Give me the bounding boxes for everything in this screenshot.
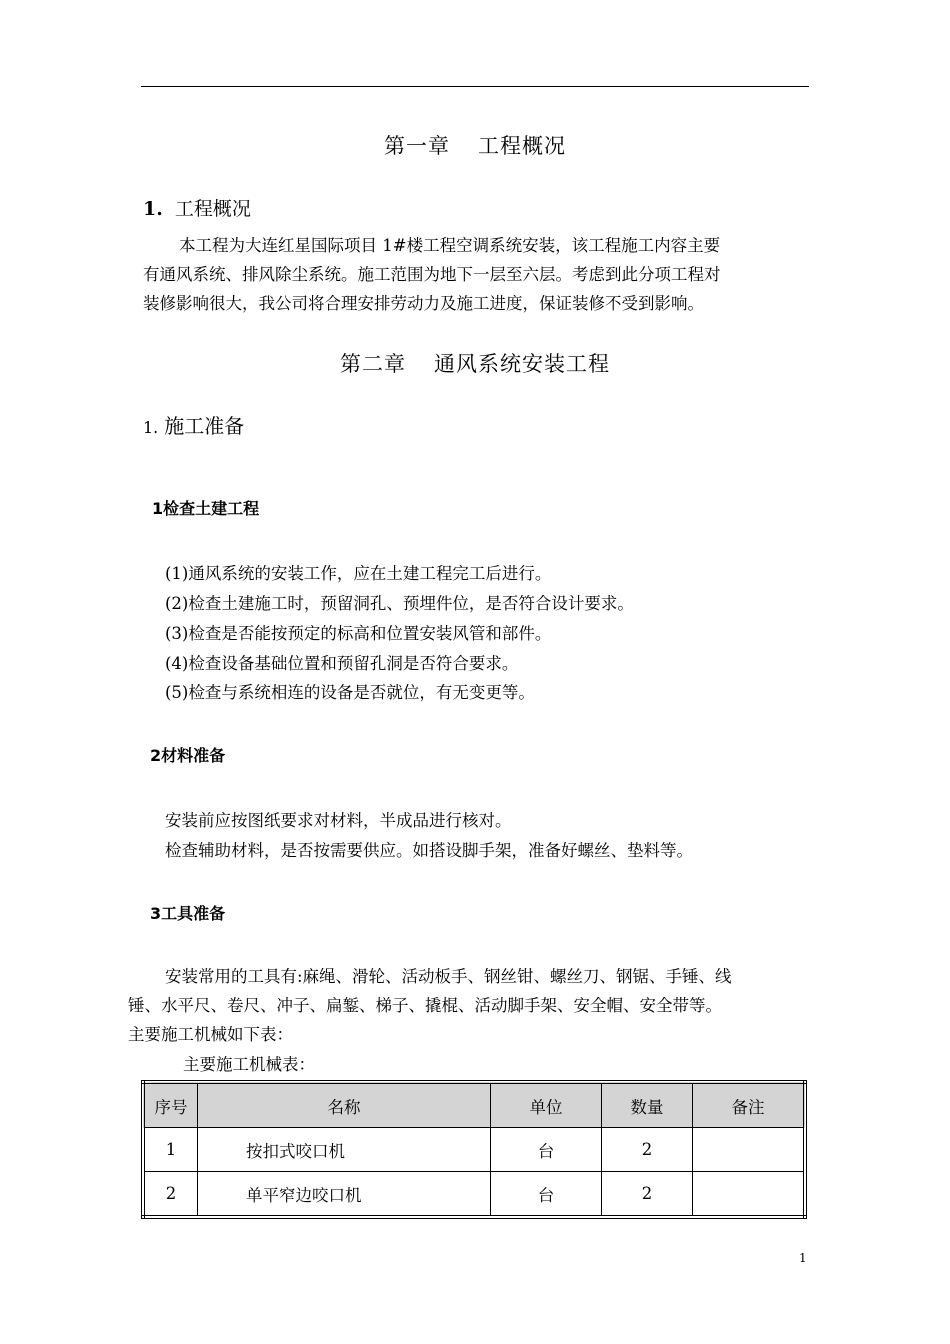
header-remarks: 备注 — [693, 1082, 806, 1128]
chapter2-title — [0, 348, 950, 378]
chapter2-section-number: 1. — [143, 418, 159, 437]
chapter1-number: 第一章 — [384, 134, 450, 158]
chapter1-title — [0, 130, 950, 160]
sub3-paragraph-line: 主要施工机械如下表： — [128, 1025, 293, 1044]
chapter1-paragraph — [143, 231, 823, 318]
chapter1-paragraph-line: 有通风系统、排风除尘系统。施工范围为地下一层至六层。考虑到此分项工程对 — [143, 265, 721, 284]
cell-remarks — [693, 1172, 806, 1218]
page-number: 1 — [799, 1251, 807, 1265]
sub1-item-2: (2)检查土建施工时，预留洞孔、预埋件位，是否符合设计要求。 — [165, 594, 634, 613]
cell-unit: 台 — [491, 1128, 602, 1172]
chapter2-section-title: 施工准备 — [164, 414, 245, 438]
machinery-table — [141, 1080, 807, 1219]
chapter1-paragraph-line: 本工程为大连红星国际项目 1#楼工程空调系统安装，该工程施工内容主要 — [179, 236, 721, 255]
sub3-title: 3工具准备 — [150, 904, 226, 923]
chapter2-section-heading — [143, 410, 244, 439]
cell-index: 1 — [143, 1128, 198, 1172]
chapter2-number: 第二章 — [340, 352, 406, 376]
cell-quantity: 2 — [602, 1172, 693, 1218]
cell-name: 单平窄边咬口机 — [198, 1172, 491, 1218]
chapter1-paragraph-line: 装修影响很大，我公司将合理安排劳动力及施工进度，保证装修不受到影响。 — [143, 294, 704, 313]
sub1-item-3: (3)检查是否能按预定的标高和位置安装风管和部件。 — [165, 624, 552, 643]
cell-unit: 台 — [491, 1172, 602, 1218]
header-name: 名称 — [198, 1082, 491, 1128]
sub3-paragraph-line: 安装常用的工具有:麻绳、滑轮、活动板手、钢丝钳、螺丝刀、钢锯、手锤、线 — [165, 967, 732, 986]
sub3-paragraph — [128, 962, 828, 1049]
chapter2-name: 通风系统安装工程 — [434, 352, 610, 376]
chapter1-section-title: 工程概况 — [174, 198, 251, 220]
table-header-row — [143, 1082, 805, 1128]
cell-index: 2 — [143, 1172, 198, 1218]
table-caption: 主要施工机械表： — [183, 1055, 315, 1074]
header-index: 序号 — [143, 1082, 198, 1128]
sub1-item-5: (5)检查与系统相连的设备是否就位，有无变更等。 — [165, 683, 535, 702]
header-quantity: 数量 — [602, 1082, 693, 1128]
cell-remarks — [693, 1128, 806, 1172]
cell-quantity: 2 — [602, 1128, 693, 1172]
header-unit: 单位 — [491, 1082, 602, 1128]
table-row — [143, 1128, 805, 1172]
sub3-paragraph-line: 锤、水平尺、卷尺、冲子、扁錾、梯子、撬棍、活动脚手架、安全帽、安全带等。 — [128, 996, 722, 1015]
sub2-title: 2材料准备 — [150, 746, 226, 765]
sub1-item-1: (1)通风系统的安装工作，应在土建工程完工后进行。 — [165, 564, 552, 583]
sub1-title: 1检查土建工程 — [152, 499, 260, 518]
sub1-item-4: (4)检查设备基础位置和预留孔洞是否符合要求。 — [165, 654, 519, 673]
sub2-item-1: 安装前应按图纸要求对材料，半成品进行核对。 — [165, 811, 512, 830]
sub2-item-2: 检查辅助材料，是否按需要供应。如搭设脚手架，准备好螺丝、垫料等。 — [165, 841, 693, 860]
chapter1-section-number: 1. — [143, 198, 163, 220]
cell-name: 按扣式咬口机 — [198, 1128, 491, 1172]
chapter1-section-heading — [143, 194, 251, 221]
table-row — [143, 1172, 805, 1218]
chapter1-name: 工程概况 — [478, 134, 566, 158]
header-rule — [141, 86, 809, 87]
